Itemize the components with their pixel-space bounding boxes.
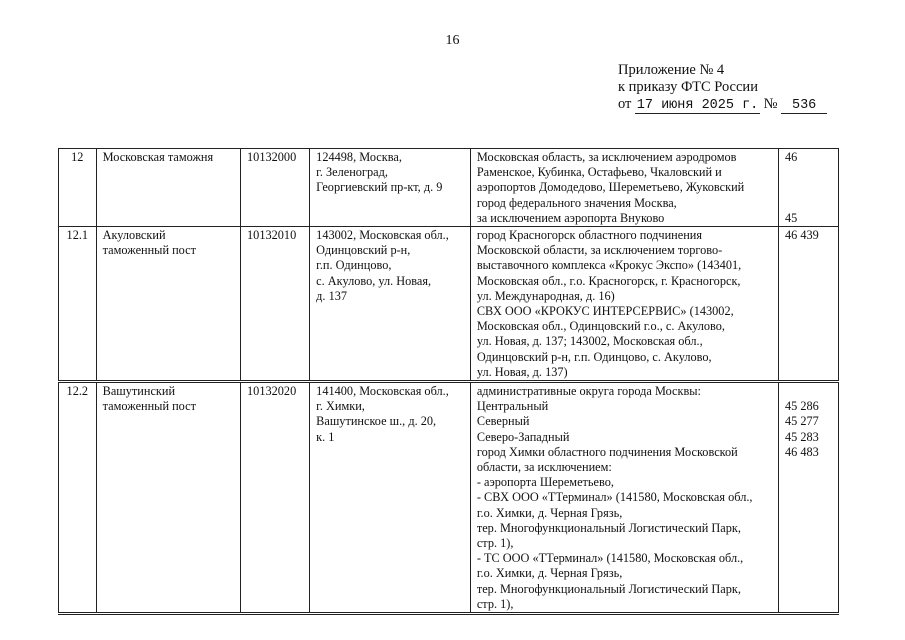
- number-prefix: №: [763, 96, 778, 112]
- address-line: г.п. Одинцово,: [316, 258, 392, 273]
- region-line: СВХ ООО «КРОКУС ИНТЕРСЕРВИС» (143002,: [476, 304, 734, 319]
- customs-code-text: 10132020: [247, 384, 297, 399]
- okato-line: 45 277: [784, 414, 819, 429]
- office-address: [310, 227, 471, 382]
- office-name-line: Акуловский: [102, 228, 166, 243]
- table-row: [59, 382, 839, 614]
- office-name-line: Московская таможня: [102, 150, 214, 164]
- row-number-text: 12.1: [66, 228, 89, 243]
- customs-code-text: 10132000: [247, 150, 297, 164]
- region-line: ул. Новая, д. 137): [476, 364, 568, 379]
- region-line: административные округа города Москвы:: [476, 384, 701, 399]
- order-reference: к приказу ФТС России: [618, 79, 758, 95]
- okato-code: [778, 382, 838, 614]
- region-line: город федерального значения Москва,: [476, 195, 677, 210]
- order-number: 536: [781, 98, 827, 114]
- region-line: Северо-Западный: [476, 429, 570, 444]
- region-line: город Красногорск областного подчинения: [476, 228, 703, 243]
- row-number: [59, 382, 97, 614]
- region-line: выставочного комплекса «Крокус Экспо» (143401,: [476, 258, 742, 273]
- region-of-activity: [470, 382, 778, 614]
- office-name-line: таможенный пост: [102, 399, 196, 414]
- office-name-line: таможенный пост: [102, 243, 196, 258]
- okato-code: [778, 227, 838, 382]
- row-number: [59, 227, 97, 382]
- customs-code-text: 10132010: [247, 228, 297, 243]
- page-number: 16: [445, 33, 460, 48]
- region-line: аэропортов Домодедово, Шереметьево, Жуковский: [476, 180, 745, 195]
- address-line: Одинцовский р-н,: [316, 243, 411, 258]
- address-line: 143002, Московская обл.,: [316, 228, 449, 243]
- okato-code: [778, 149, 838, 227]
- region-line: Одинцовский р-н, г.п. Одинцово, с. Акулово,: [476, 349, 712, 364]
- region-line: за исключением аэропорта Внуково: [476, 210, 665, 225]
- okato-spacer: [785, 384, 834, 399]
- region-line: Раменское, Кубинка, Остафьево, Чкаловский и: [476, 165, 722, 180]
- address-line: Вашутинское ш., д. 20,: [316, 414, 437, 429]
- customs-code: [241, 382, 310, 614]
- address-line: г. Химки,: [316, 399, 365, 414]
- appendix-header: [618, 62, 827, 114]
- region-line: тер. Многофункциональный Логистический Парк,: [476, 581, 741, 596]
- table-row: [59, 149, 839, 227]
- okato-line: 45 283: [784, 429, 819, 444]
- customs-code: [241, 149, 310, 227]
- office-name-line: Вашутинский: [102, 384, 176, 399]
- customs-office-name: [96, 149, 240, 227]
- region-line: Московская обл., г.о. Красногорск, г. Красногорск,: [476, 273, 741, 288]
- region-line: ул. Новая, д. 137; 143002, Московская обл.,: [476, 334, 703, 349]
- region-line: Московская обл., Одинцовский г.о., с. Акулово,: [476, 319, 726, 334]
- customs-office-name: [96, 382, 240, 614]
- region-line: город Химки областного подчинения Московской: [476, 444, 738, 459]
- region-line: Центральный: [476, 399, 549, 414]
- order-date-number: [618, 96, 827, 114]
- okato-line: 46 439: [784, 228, 819, 243]
- region-line: Московской области, за исключением торгово-: [476, 243, 723, 258]
- okato-spacer: [785, 196, 834, 211]
- address-line: д. 137: [316, 288, 348, 303]
- region-line: Московская область, за исключением аэродромов: [476, 150, 737, 164]
- region-line: - СВХ ООО «ТТерминал» (141580, Московская обл.,: [476, 490, 753, 505]
- region-line: - аэропорта Шереметьево,: [476, 475, 614, 490]
- region-line: г.о. Химки, д. Черная Грязь,: [476, 566, 623, 581]
- okato-line: 46: [784, 150, 798, 164]
- region-line: - ТС ООО «ТТерминал» (141580, Московская обл.,: [476, 551, 744, 566]
- table-row: [59, 227, 839, 382]
- address-line: с. Акулово, ул. Новая,: [316, 273, 432, 288]
- customs-office-name: [96, 227, 240, 382]
- appendix-title: Приложение № 4: [618, 62, 725, 78]
- region-of-activity: [470, 227, 778, 382]
- region-line: стр. 1),: [476, 596, 514, 611]
- region-of-activity: [470, 149, 778, 227]
- address-line: 141400, Московская обл.,: [316, 384, 449, 399]
- row-number-text: 12: [71, 150, 84, 164]
- okato-spacer: [785, 165, 834, 180]
- address-line: 124498, Москва,: [316, 150, 402, 164]
- address-line: Георгиевский пр-кт, д. 9: [316, 180, 443, 195]
- row-number: [59, 149, 97, 227]
- customs-table: [58, 148, 839, 615]
- region-line: г.о. Химки, д. Черная Грязь,: [476, 505, 623, 520]
- region-line: ул. Международная, д. 16): [476, 288, 615, 303]
- okato-line: 45: [784, 210, 798, 225]
- office-address: [310, 149, 471, 227]
- customs-code: [241, 227, 310, 382]
- date-prefix: от: [618, 96, 632, 112]
- region-line: области, за исключением:: [476, 460, 612, 475]
- row-number-text: 12.2: [66, 384, 89, 399]
- region-line: Северный: [476, 414, 530, 429]
- address-line: г. Зеленоград,: [316, 165, 388, 180]
- okato-line: 45 286: [784, 399, 819, 414]
- region-line: тер. Многофункциональный Логистический Парк,: [476, 520, 741, 535]
- okato-line: 46 483: [784, 444, 819, 459]
- okato-spacer: [785, 180, 834, 195]
- order-date: 17 июня 2025 г.: [636, 98, 759, 113]
- office-address: [310, 382, 471, 614]
- region-line: стр. 1),: [476, 536, 514, 551]
- address-line: к. 1: [316, 429, 335, 444]
